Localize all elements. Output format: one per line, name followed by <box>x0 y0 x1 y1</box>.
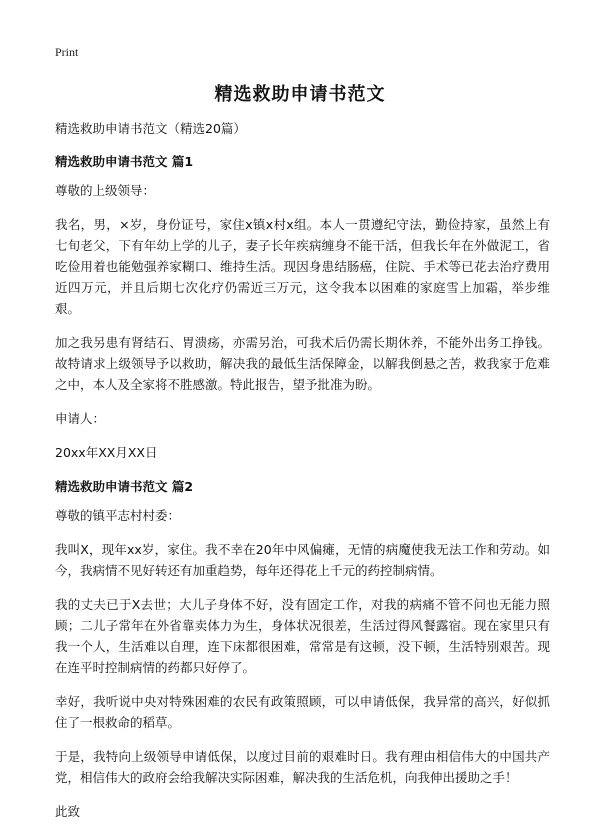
paragraph: 于是，我特向上级领导申请低保，以度过目前的艰难时日。我有理由相信伟大的中国共产党，相信伟大的政府会给我解决实际困难，解决我的生活危机，向我伸出援助之手！ <box>55 749 550 785</box>
section-heading: 精选救助申请书范文 篇2 <box>55 479 194 494</box>
paragraph: 我名，男，×岁，身份证号，家住x镇x村x组。本人一贯遵纪守法，勤俭持家，虽然上有七旬老父，下有年幼上学的儿子，妻子长年疾病缠身不能干活，但我长年在外做泥工，省吃俭用着也能勉强养家糊口、维持生活。现因身患结肠癌，住院、手术等已花去治疗费用近四万元，并且后期七次化疗仍需近三万元，这令我本以困难的家庭雪上加霜，举步维艰。 <box>55 217 550 316</box>
section-heading: 精选救助申请书范文 篇1 <box>55 154 194 169</box>
document-title: 精选救助申请书范文 <box>214 84 386 105</box>
closing-line: 此致 <box>55 804 81 819</box>
paragraph: 加之我另患有肾结石、胃溃疡，亦需另治，可我术后仍需长期休养，不能外出务工挣钱。故特请求上级领导予以救助，解决我的最低生活保障金，以解我倒悬之苦，救我家于危难之中，本人及全家将不胜感激。特此报告，望予批准为盼。 <box>55 335 550 392</box>
paragraph: 我的丈夫已于X去世；大儿子身体不好，没有固定工作，对我的病痛不管不问也无能力照顾；二儿子常年在外省靠卖体力为生，身体状况很差，生活过得风餐露宿。现在家里只有我一个人，生活难以自理，连下床都很困难，常常是有这顿，没下顿，生活特别艰苦。现在连平时控制病情的药都只好停了。 <box>55 597 550 675</box>
date-line: 20xx年XX月XX日 <box>55 445 158 460</box>
paragraph: 我叫X，现年xx岁，家住。我不幸在20年中风偏瘫，无情的病魔使我无法工作和劳动。如今，我病情不见好转还有加重趋势，每年还得花上千元的药控制病情。 <box>55 542 550 578</box>
document-subtitle: 精选救助申请书范文（精选20篇） <box>55 121 246 136</box>
document-body <box>55 118 550 835</box>
section-2 <box>55 476 550 822</box>
print-label[interactable]: Print <box>55 45 79 59</box>
salutation: 尊敬的镇平志村村委： <box>55 508 181 523</box>
applicant-label: 申请人： <box>55 411 106 426</box>
salutation: 尊敬的上级领导： <box>55 183 156 198</box>
section-1 <box>55 151 550 463</box>
paragraph: 幸好，我听说中央对特殊困难的农民有政策照顾，可以申请低保，我异常的高兴，好似抓住了一根救命的稻草。 <box>55 694 550 730</box>
